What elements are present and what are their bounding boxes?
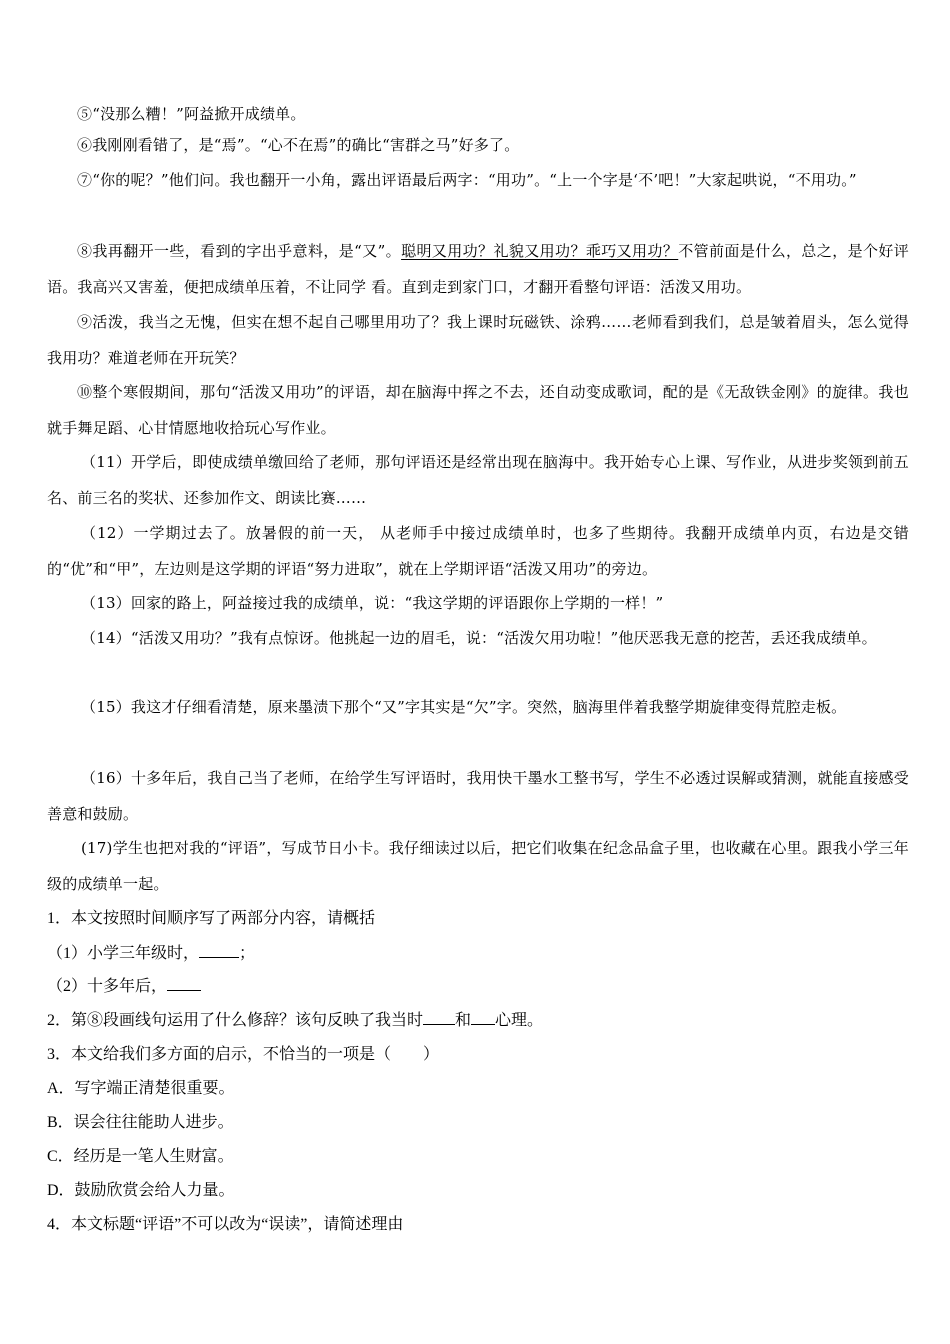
- question-1-part-2-label: （2）十多年后，: [47, 978, 168, 995]
- paragraph-11: （11）开学后，即使成绩单缴回给了老师，那句评语还是经常出现在脑海中。我开始专心上课、写作业，从进步奖领到前五名、前三名的奖状、还参加作文、朗读比赛……: [47, 453, 909, 507]
- question-1: 1．本文按照时间顺序写了两部分内容，请概括: [47, 910, 376, 927]
- paragraph-12: （12）一学期过去了。放暑假的前一天， 从老师手中接过成绩单时，也多了些期待。我翻开成绩单内页，右边是交错的“优”和“甲”，左边则是这学期的评语“努力进取”，就在上学期评语“活泼又用功”的旁边。: [47, 524, 909, 578]
- question-2-and: 和: [455, 1012, 472, 1029]
- paragraph-8: [47, 233, 909, 305]
- question-1-part-1: [47, 937, 909, 971]
- question-1-part-1-label: （1）小学三年级时，: [47, 945, 200, 962]
- underlined-sentence: 聪明又用功？礼貌又用功？乖巧又用功？: [401, 242, 679, 260]
- question-4: 4．本文标题“评语”不可以改为“误读”，请简述理由: [47, 1216, 404, 1233]
- option-a: A．写字端正清楚很重要。: [47, 1080, 235, 1097]
- question-1-part-2: [47, 970, 909, 1004]
- paragraph-15: （15）我这才仔细看清楚，原来墨渍下那个“又”字其实是“欠”字。突然，脑海里伴着我整学期旋律变得荒腔走板。: [81, 698, 847, 716]
- answer-blank-3[interactable]: [423, 1010, 455, 1025]
- paragraph-14: （14）“活泼又用功？”我有点惊讶。他挑起一边的眉毛，说：“活泼欠用功啦！”他厌恶我无意的挖苦，丢还我成绩单。: [81, 629, 877, 647]
- paragraph-8-intro: ⑧我再翻开一些，看到的字出乎意料，是“又”。: [77, 242, 402, 260]
- question-3: 3．本文给我们多方面的启示，不恰当的一项是（ ）: [47, 1046, 440, 1063]
- option-d: D．鼓励欣赏会给人力量。: [47, 1182, 235, 1199]
- paragraph-9: ⑨活泼，我当之无愧，但实在想不起自己哪里用功了？我上课时玩磁铁、涂鸦……老师看到我们，总是皱着眉头，怎么觉得我用功？难道老师在开玩笑？: [47, 313, 909, 367]
- paragraph-5: ⑤“没那么糟！”阿益掀开成绩单。: [77, 105, 306, 123]
- question-2-end: 心理。: [495, 1012, 544, 1029]
- answer-blank-2[interactable]: [167, 976, 201, 991]
- paragraph-8-rest: 不管前面是什么，总之，是个好评语。我高兴又害羞，便把成绩单压着，不让同学 看。直到走到家门口，才翻开看整句评语：活泼又用功。: [47, 242, 909, 296]
- paragraph-17: (17)学生也把对我的“评语”，写成节日小卡。我仔细读过以后，把它们收集在纪念品盒子里，也收藏在心里。跟我小学三年级的成绩单一起。: [47, 839, 909, 893]
- paragraph-10: ⑩整个寒假期间，那句“活泼又用功”的评语，却在脑海中挥之不去，还自动变成歌词，配的是《无敌铁金刚》的旋律。我也就手舞足蹈、心甘情愿地收拾玩心写作业。: [47, 383, 909, 437]
- paragraph-13: （13）回家的路上，阿益接过我的成绩单，说：“我这学期的评语跟你上学期的一样！”: [81, 594, 664, 612]
- paragraph-7: ⑦“你的呢？”他们问。我也翻开一小角，露出评语最后两字：“用功”。“上一个字是‘不’吧！”大家起哄说，“不用功。”: [77, 171, 857, 189]
- option-c: C．经历是一笔人生财富。: [47, 1148, 234, 1165]
- paragraph-6: ⑥我刚刚看错了，是“焉”。“心不在焉”的确比“害群之马”好多了。: [77, 136, 520, 154]
- answer-blank-1[interactable]: [199, 943, 239, 958]
- paragraph-16: （16）十多年后，我自己当了老师，在给学生写评语时，我用快干墨水工整书写，学生不必透过误解或猜测，就能直接感受善意和鼓励。: [47, 769, 909, 823]
- question-1-part-1-end: ；: [239, 945, 256, 962]
- option-b: B．误会往往能助人进步。: [47, 1114, 234, 1131]
- question-2: [47, 1004, 909, 1038]
- answer-blank-4[interactable]: [471, 1010, 495, 1025]
- question-2-text: 2．第⑧段画线句运用了什么修辞？该句反映了我当时: [47, 1012, 424, 1029]
